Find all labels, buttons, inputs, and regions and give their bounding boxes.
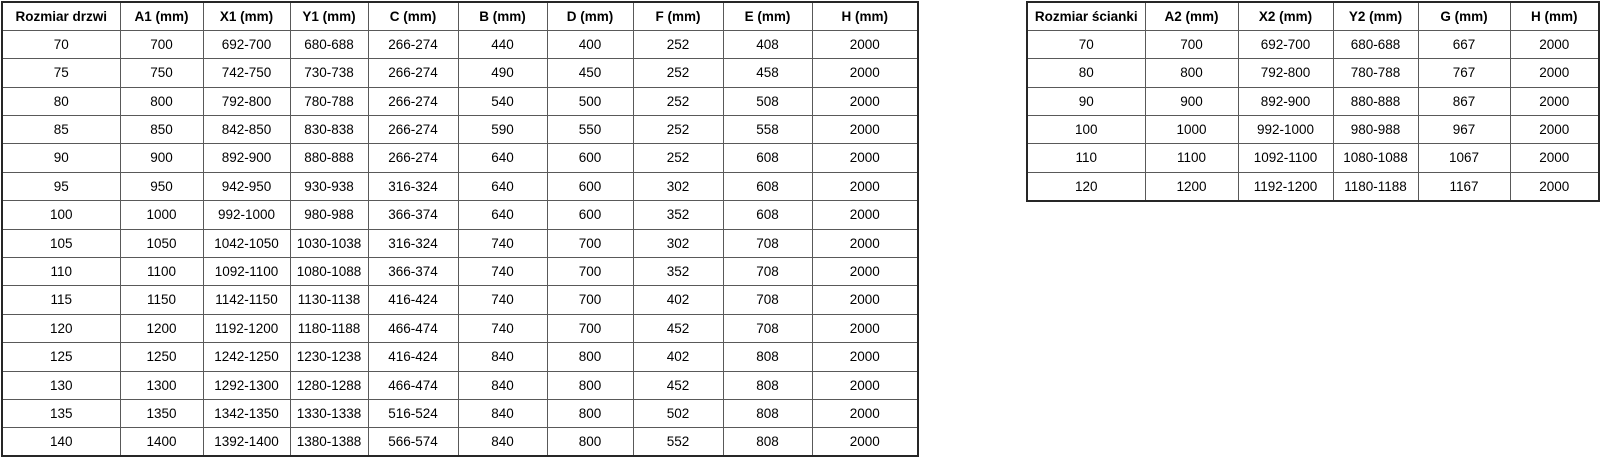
column-header: B (mm) bbox=[458, 2, 547, 30]
table-cell: 2000 bbox=[812, 428, 918, 456]
table-cell: 680-688 bbox=[290, 30, 368, 58]
table-cell: 316-324 bbox=[368, 172, 458, 200]
table-cell: 1200 bbox=[120, 314, 203, 342]
table-cell: 2000 bbox=[812, 87, 918, 115]
table-cell: 135 bbox=[2, 399, 120, 427]
table-cell: 316-324 bbox=[368, 229, 458, 257]
table-cell: 700 bbox=[547, 258, 633, 286]
table-cell: 2000 bbox=[1510, 30, 1599, 58]
column-header: C (mm) bbox=[368, 2, 458, 30]
table-cell: 558 bbox=[723, 116, 812, 144]
table-cell: 1100 bbox=[120, 258, 203, 286]
table-row bbox=[1027, 116, 1599, 144]
table-cell: 992-1000 bbox=[1238, 116, 1333, 144]
table-cell: 1167 bbox=[1418, 172, 1510, 200]
table-header-row bbox=[2, 2, 918, 30]
table-cell: 808 bbox=[723, 428, 812, 456]
table-cell: 2000 bbox=[1510, 59, 1599, 87]
table-cell: 508 bbox=[723, 87, 812, 115]
table-cell: 692-700 bbox=[1238, 30, 1333, 58]
table-cell: 502 bbox=[633, 399, 723, 427]
column-header: Rozmiar drzwi bbox=[2, 2, 120, 30]
table-cell: 767 bbox=[1418, 59, 1510, 87]
table-cell: 700 bbox=[1145, 30, 1238, 58]
table-cell: 552 bbox=[633, 428, 723, 456]
table-cell: 1192-1200 bbox=[203, 314, 290, 342]
table-cell: 850 bbox=[120, 116, 203, 144]
table-cell: 800 bbox=[547, 399, 633, 427]
table-cell: 1030-1038 bbox=[290, 229, 368, 257]
table-cell: 942-950 bbox=[203, 172, 290, 200]
table-cell: 400 bbox=[547, 30, 633, 58]
door-size-table bbox=[1, 1, 919, 457]
table-cell: 90 bbox=[2, 144, 120, 172]
table-cell: 800 bbox=[547, 428, 633, 456]
table-cell: 110 bbox=[2, 258, 120, 286]
table-cell: 608 bbox=[723, 201, 812, 229]
table-row bbox=[2, 399, 918, 427]
table-cell: 867 bbox=[1418, 87, 1510, 115]
table-cell: 1350 bbox=[120, 399, 203, 427]
table-cell: 2000 bbox=[812, 30, 918, 58]
table-cell: 516-524 bbox=[368, 399, 458, 427]
table-cell: 900 bbox=[1145, 87, 1238, 115]
wall-panel-size-table bbox=[1026, 1, 1600, 202]
table-row bbox=[2, 229, 918, 257]
table-cell: 90 bbox=[1027, 87, 1145, 115]
table-cell: 2000 bbox=[812, 59, 918, 87]
table-row bbox=[2, 201, 918, 229]
table-cell: 95 bbox=[2, 172, 120, 200]
table-cell: 2000 bbox=[1510, 116, 1599, 144]
table-cell: 1180-1188 bbox=[290, 314, 368, 342]
table-cell: 140 bbox=[2, 428, 120, 456]
table-cell: 1200 bbox=[1145, 172, 1238, 200]
table-cell: 452 bbox=[633, 314, 723, 342]
table-cell: 2000 bbox=[812, 371, 918, 399]
table-cell: 2000 bbox=[1510, 144, 1599, 172]
table-cell: 1067 bbox=[1418, 144, 1510, 172]
table-cell: 450 bbox=[547, 59, 633, 87]
column-header: A1 (mm) bbox=[120, 2, 203, 30]
table-cell: 125 bbox=[2, 343, 120, 371]
table-cell: 120 bbox=[2, 314, 120, 342]
table-cell: 408 bbox=[723, 30, 812, 58]
table-cell: 2000 bbox=[812, 229, 918, 257]
table-cell: 842-850 bbox=[203, 116, 290, 144]
table-cell: 740 bbox=[458, 314, 547, 342]
table-row bbox=[2, 30, 918, 58]
column-header: X1 (mm) bbox=[203, 2, 290, 30]
table-cell: 110 bbox=[1027, 144, 1145, 172]
column-header: Rozmiar ścianki bbox=[1027, 2, 1145, 30]
table-cell: 70 bbox=[2, 30, 120, 58]
table-row bbox=[2, 59, 918, 87]
table-cell: 80 bbox=[2, 87, 120, 115]
table-cell: 1080-1088 bbox=[1333, 144, 1418, 172]
table-cell: 1050 bbox=[120, 229, 203, 257]
column-header: A2 (mm) bbox=[1145, 2, 1238, 30]
table-row bbox=[2, 258, 918, 286]
table-cell: 2000 bbox=[812, 314, 918, 342]
table-row bbox=[1027, 144, 1599, 172]
table-cell: 2000 bbox=[812, 144, 918, 172]
column-header: Y2 (mm) bbox=[1333, 2, 1418, 30]
table-cell: 808 bbox=[723, 371, 812, 399]
table-cell: 1092-1100 bbox=[1238, 144, 1333, 172]
table-row bbox=[2, 172, 918, 200]
table-cell: 830-838 bbox=[290, 116, 368, 144]
table-cell: 120 bbox=[1027, 172, 1145, 200]
table-cell: 1000 bbox=[1145, 116, 1238, 144]
table-cell: 740 bbox=[458, 258, 547, 286]
table-cell: 416-424 bbox=[368, 286, 458, 314]
table-cell: 708 bbox=[723, 286, 812, 314]
table-cell: 840 bbox=[458, 428, 547, 456]
table-row bbox=[2, 286, 918, 314]
table-cell: 1380-1388 bbox=[290, 428, 368, 456]
table-cell: 252 bbox=[633, 87, 723, 115]
table-row bbox=[1027, 172, 1599, 200]
table-cell: 130 bbox=[2, 371, 120, 399]
table-cell: 640 bbox=[458, 144, 547, 172]
table-cell: 700 bbox=[547, 314, 633, 342]
table-cell: 500 bbox=[547, 87, 633, 115]
table-cell: 75 bbox=[2, 59, 120, 87]
table-cell: 800 bbox=[547, 343, 633, 371]
table-cell: 700 bbox=[547, 229, 633, 257]
table-cell: 1150 bbox=[120, 286, 203, 314]
table-cell: 780-788 bbox=[1333, 59, 1418, 87]
table-cell: 266-274 bbox=[368, 116, 458, 144]
table-cell: 105 bbox=[2, 229, 120, 257]
table-cell: 840 bbox=[458, 399, 547, 427]
table-cell: 252 bbox=[633, 30, 723, 58]
table-cell: 115 bbox=[2, 286, 120, 314]
table-cell: 930-938 bbox=[290, 172, 368, 200]
table-cell: 302 bbox=[633, 229, 723, 257]
table-cell: 590 bbox=[458, 116, 547, 144]
table-cell: 692-700 bbox=[203, 30, 290, 58]
table-cell: 600 bbox=[547, 201, 633, 229]
table-header-row bbox=[1027, 2, 1599, 30]
table-cell: 608 bbox=[723, 172, 812, 200]
table-row bbox=[1027, 87, 1599, 115]
table-cell: 892-900 bbox=[203, 144, 290, 172]
table-cell: 266-274 bbox=[368, 30, 458, 58]
table-cell: 667 bbox=[1418, 30, 1510, 58]
table-cell: 1400 bbox=[120, 428, 203, 456]
table-cell: 2000 bbox=[812, 343, 918, 371]
table-cell: 992-1000 bbox=[203, 201, 290, 229]
table-cell: 980-988 bbox=[290, 201, 368, 229]
table-cell: 100 bbox=[1027, 116, 1145, 144]
table-cell: 840 bbox=[458, 343, 547, 371]
table-cell: 840 bbox=[458, 371, 547, 399]
table-cell: 2000 bbox=[1510, 87, 1599, 115]
table-cell: 792-800 bbox=[203, 87, 290, 115]
table-cell: 1180-1188 bbox=[1333, 172, 1418, 200]
table-cell: 1300 bbox=[120, 371, 203, 399]
table-cell: 266-274 bbox=[368, 87, 458, 115]
table-cell: 266-274 bbox=[368, 59, 458, 87]
table-cell: 402 bbox=[633, 343, 723, 371]
table-cell: 1100 bbox=[1145, 144, 1238, 172]
table-cell: 252 bbox=[633, 59, 723, 87]
column-header: E (mm) bbox=[723, 2, 812, 30]
table-cell: 808 bbox=[723, 343, 812, 371]
table-cell: 1092-1100 bbox=[203, 258, 290, 286]
table-cell: 2000 bbox=[812, 258, 918, 286]
table-cell: 252 bbox=[633, 116, 723, 144]
table-cell: 266-274 bbox=[368, 144, 458, 172]
table-cell: 600 bbox=[547, 172, 633, 200]
table-cell: 1280-1288 bbox=[290, 371, 368, 399]
table-cell: 1342-1350 bbox=[203, 399, 290, 427]
table-cell: 800 bbox=[547, 371, 633, 399]
table-row bbox=[2, 428, 918, 456]
table-cell: 708 bbox=[723, 258, 812, 286]
table-cell: 1130-1138 bbox=[290, 286, 368, 314]
table-cell: 352 bbox=[633, 201, 723, 229]
column-header: F (mm) bbox=[633, 2, 723, 30]
table-cell: 800 bbox=[1145, 59, 1238, 87]
table-cell: 252 bbox=[633, 144, 723, 172]
table-row bbox=[2, 144, 918, 172]
table-row bbox=[2, 371, 918, 399]
table-cell: 700 bbox=[120, 30, 203, 58]
table-cell: 640 bbox=[458, 172, 547, 200]
column-header: Y1 (mm) bbox=[290, 2, 368, 30]
column-header: X2 (mm) bbox=[1238, 2, 1333, 30]
table-cell: 550 bbox=[547, 116, 633, 144]
table-cell: 880-888 bbox=[290, 144, 368, 172]
table-cell: 2000 bbox=[812, 286, 918, 314]
table-cell: 302 bbox=[633, 172, 723, 200]
table-cell: 640 bbox=[458, 201, 547, 229]
table-cell: 608 bbox=[723, 144, 812, 172]
table-cell: 440 bbox=[458, 30, 547, 58]
table-cell: 80 bbox=[1027, 59, 1145, 87]
table-cell: 740 bbox=[458, 229, 547, 257]
table-cell: 708 bbox=[723, 229, 812, 257]
table-row bbox=[1027, 59, 1599, 87]
table-cell: 352 bbox=[633, 258, 723, 286]
column-header: D (mm) bbox=[547, 2, 633, 30]
column-header: G (mm) bbox=[1418, 2, 1510, 30]
table-row bbox=[2, 343, 918, 371]
table-cell: 1392-1400 bbox=[203, 428, 290, 456]
table-cell: 740 bbox=[458, 286, 547, 314]
table-cell: 730-738 bbox=[290, 59, 368, 87]
table-cell: 750 bbox=[120, 59, 203, 87]
table-cell: 1142-1150 bbox=[203, 286, 290, 314]
table-cell: 466-474 bbox=[368, 371, 458, 399]
table-cell: 100 bbox=[2, 201, 120, 229]
table-cell: 416-424 bbox=[368, 343, 458, 371]
table-cell: 452 bbox=[633, 371, 723, 399]
table-cell: 1330-1338 bbox=[290, 399, 368, 427]
table-row bbox=[2, 87, 918, 115]
table-cell: 2000 bbox=[812, 201, 918, 229]
table-cell: 1042-1050 bbox=[203, 229, 290, 257]
table-cell: 2000 bbox=[812, 116, 918, 144]
table-cell: 742-750 bbox=[203, 59, 290, 87]
table-cell: 402 bbox=[633, 286, 723, 314]
table-cell: 1000 bbox=[120, 201, 203, 229]
table-cell: 880-888 bbox=[1333, 87, 1418, 115]
table-cell: 980-988 bbox=[1333, 116, 1418, 144]
table-cell: 1242-1250 bbox=[203, 343, 290, 371]
table-cell: 566-574 bbox=[368, 428, 458, 456]
table-cell: 1292-1300 bbox=[203, 371, 290, 399]
table-cell: 2000 bbox=[812, 399, 918, 427]
table-row bbox=[2, 314, 918, 342]
table-cell: 1250 bbox=[120, 343, 203, 371]
column-header: H (mm) bbox=[1510, 2, 1599, 30]
table-cell: 490 bbox=[458, 59, 547, 87]
wall-table-body bbox=[1027, 30, 1599, 200]
table-cell: 70 bbox=[1027, 30, 1145, 58]
table-cell: 2000 bbox=[1510, 172, 1599, 200]
table-cell: 967 bbox=[1418, 116, 1510, 144]
table-cell: 1230-1238 bbox=[290, 343, 368, 371]
table-row bbox=[1027, 30, 1599, 58]
table-cell: 780-788 bbox=[290, 87, 368, 115]
table-cell: 800 bbox=[120, 87, 203, 115]
table-cell: 700 bbox=[547, 286, 633, 314]
table-cell: 540 bbox=[458, 87, 547, 115]
table-row bbox=[2, 116, 918, 144]
door-table-body bbox=[2, 30, 918, 456]
table-cell: 1080-1088 bbox=[290, 258, 368, 286]
table-cell: 808 bbox=[723, 399, 812, 427]
table-cell: 708 bbox=[723, 314, 812, 342]
table-cell: 950 bbox=[120, 172, 203, 200]
table-cell: 792-800 bbox=[1238, 59, 1333, 87]
table-cell: 600 bbox=[547, 144, 633, 172]
table-cell: 900 bbox=[120, 144, 203, 172]
table-cell: 892-900 bbox=[1238, 87, 1333, 115]
table-cell: 466-474 bbox=[368, 314, 458, 342]
table-cell: 2000 bbox=[812, 172, 918, 200]
table-cell: 366-374 bbox=[368, 201, 458, 229]
table-cell: 366-374 bbox=[368, 258, 458, 286]
table-cell: 85 bbox=[2, 116, 120, 144]
table-cell: 458 bbox=[723, 59, 812, 87]
table-cell: 1192-1200 bbox=[1238, 172, 1333, 200]
column-header: H (mm) bbox=[812, 2, 918, 30]
table-cell: 680-688 bbox=[1333, 30, 1418, 58]
